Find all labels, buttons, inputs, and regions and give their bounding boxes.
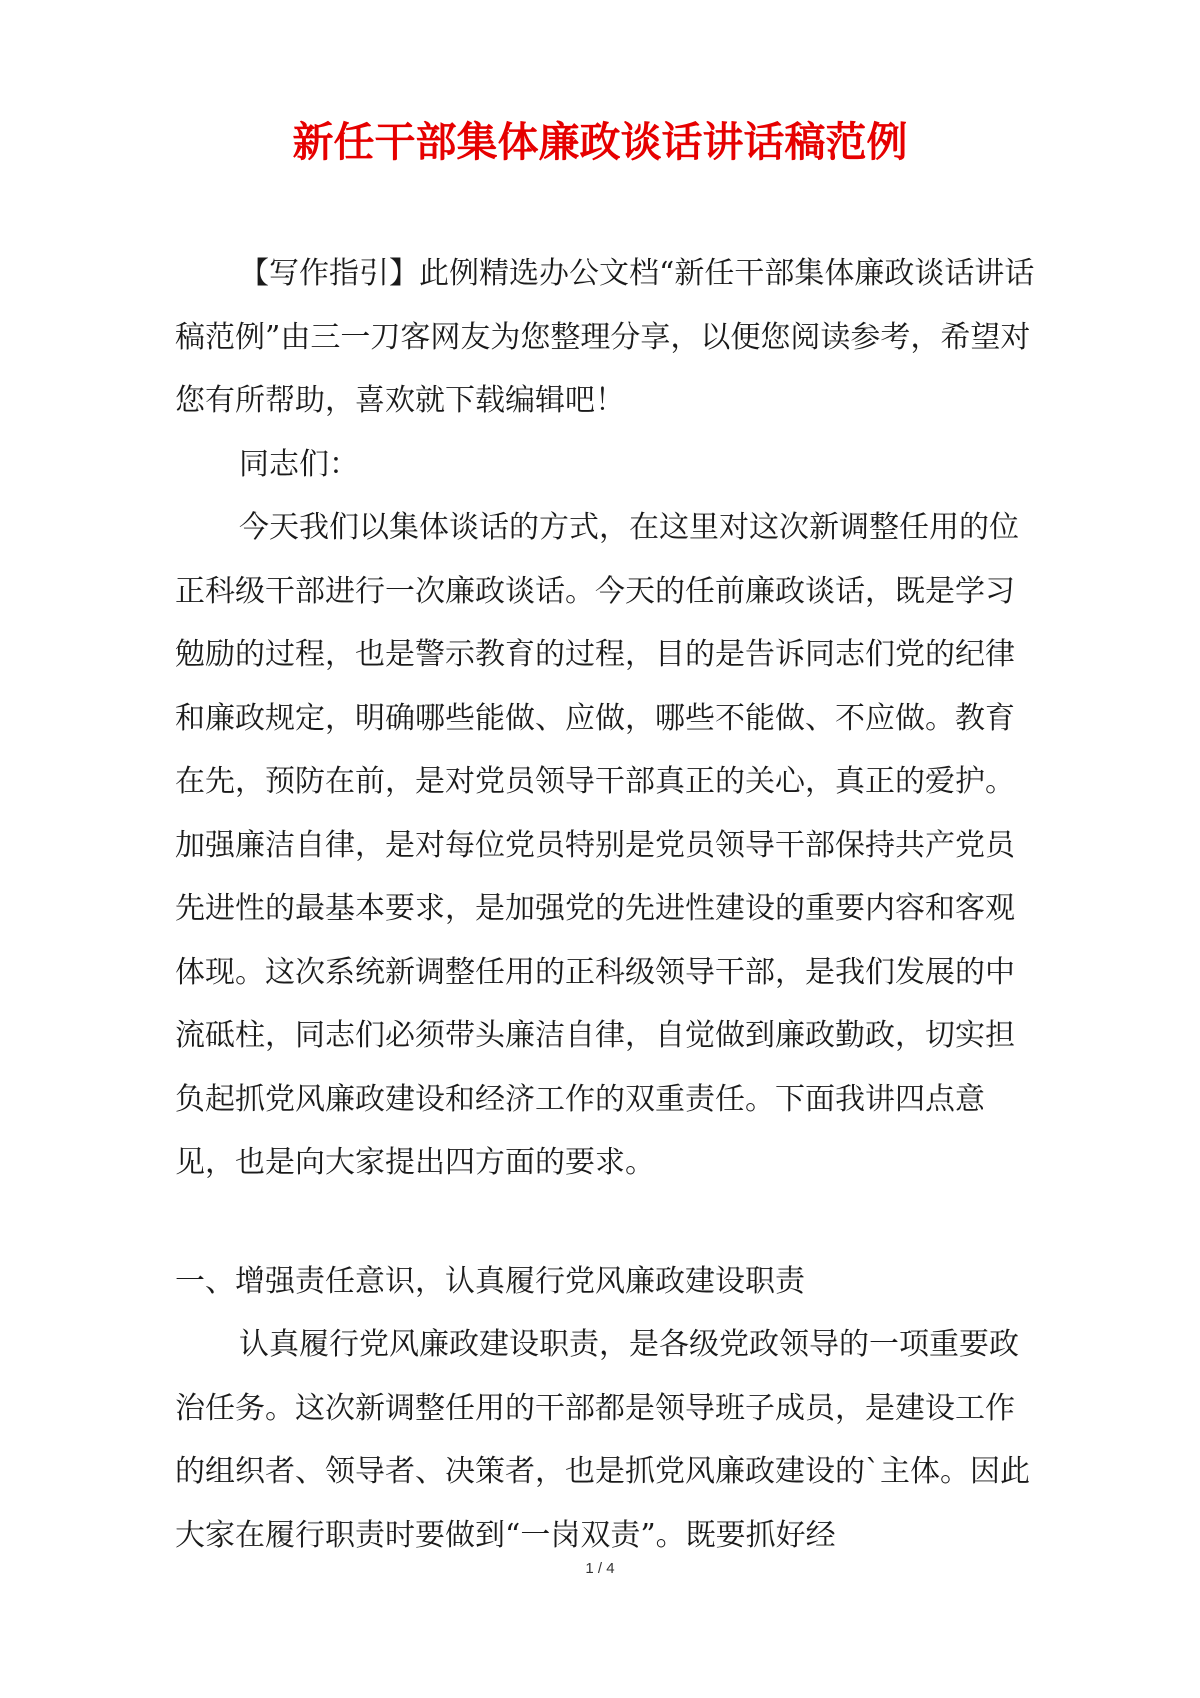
section-heading: 一、增强责任意识，认真履行党风廉政建设职责 (175, 1263, 805, 1299)
document-body (175, 242, 1035, 1567)
page-number: 1 / 4 (585, 1560, 615, 1577)
salutation-paragraph: 同志们： (239, 446, 359, 482)
section-paragraph: 认真履行党风廉政建设职责，是各级党政领导的一项重要政治任务。这次新调整任用的干部都是领导班子成员，是建设工作的组织者、领导者、决策者，也是抓党风廉政建设的`主体。因此大家在履行职责时要做到“一岗双责”。既要抓好经 (175, 1327, 1030, 1553)
page-title: 新任干部集体廉政谈话讲话稿范例 (292, 118, 908, 166)
writing-guide-paragraph: 【写作指引】此例精选办公文档“新任干部集体廉政谈话讲话稿范例”由三一刀客网友为您整理分享，以便您阅读参考，希望对您有所帮助，喜欢就下载编辑吧！ (175, 256, 1035, 418)
intro-paragraph: 今天我们以集体谈话的方式，在这里对这次新调整任用的位正科级干部进行一次廉政谈话。今天的任前廉政谈话，既是学习勉励的过程，也是警示教育的过程，目的是告诉同志们党的纪律和廉政规定，明确哪些能做、应做，哪些不能做、不应做。教育在先，预防在前，是对党员领导干部真正的关心，真正的爱护。加强廉洁自律，是对每位党员特别是党员领导干部保持共产党员先进性的最基本要求，是加强党的先进性建设的重要内容和客观体现。这次系统新调整任用的正科级领导干部，是我们发展的中流砥柱，同志们必须带头廉洁自律，自觉做到廉政勤政，切实担负起抓党风廉政建设和经济工作的双重责任。下面我讲四点意见，也是向大家提出四方面的要求。 (175, 510, 1019, 1180)
